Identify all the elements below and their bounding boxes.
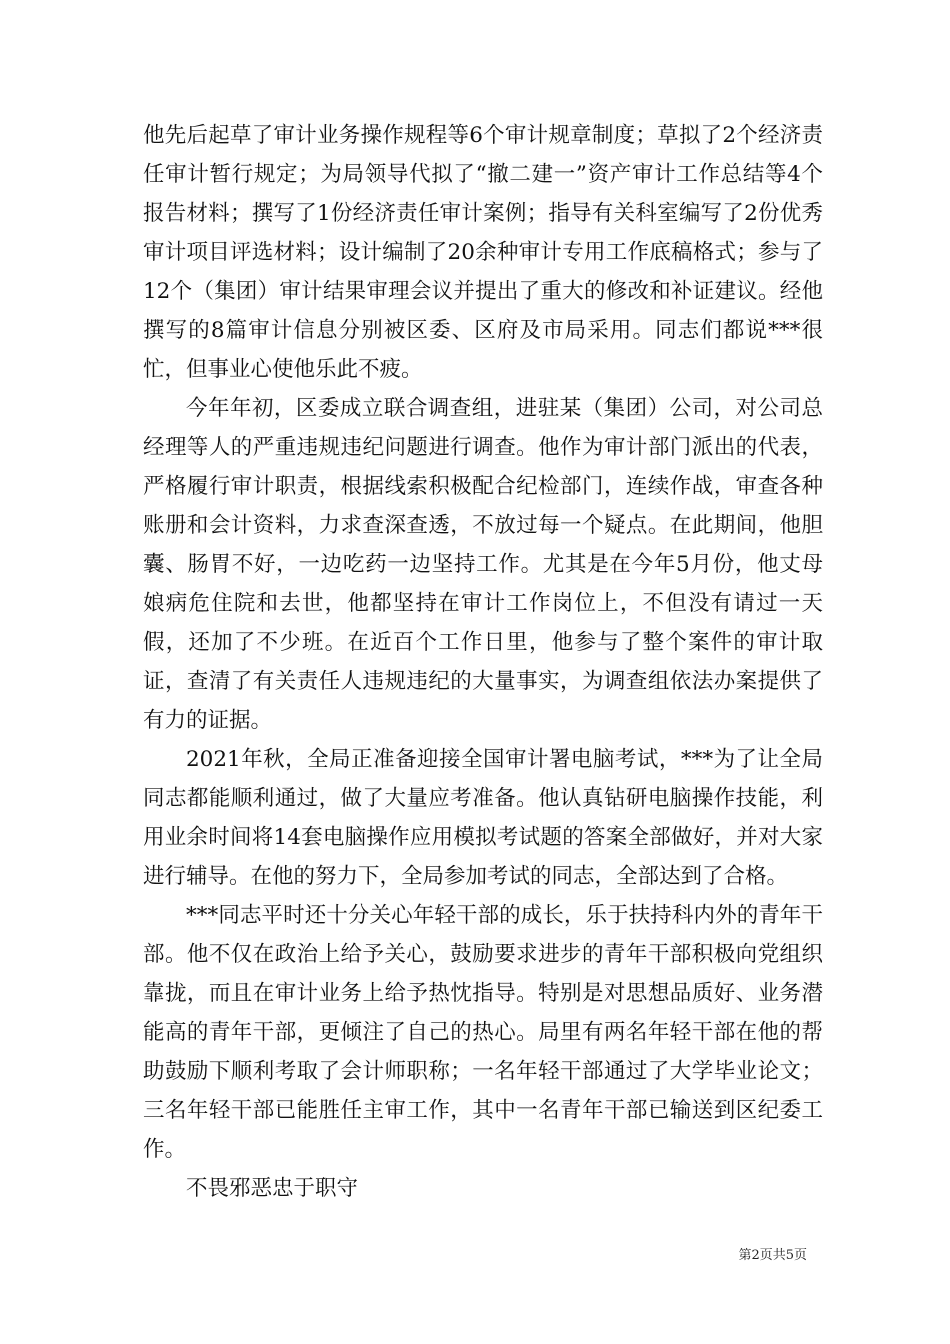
page-number-footer: 第2页共5页: [738, 1248, 807, 1263]
document-body: [143, 116, 823, 1208]
paragraph-1: 他先后起草了审计业务操作规程等6个审计规章制度；草拟了2个经济责任审计暂行规定；为局领导代拟了“撤二建一”资产审计工作总结等4个报告材料；撰写了1份经济责任审计案例；指导有关科室编写了2份优秀审计项目评选材料；设计编制了20余种审计专用工作底稿格式；参与了12个（集团）审计结果审理会议并提出了重大的修改和补证建议。经他撰写的8篇审计信息分别被区委、区府及市局采用。同志们都说***很忙，但事业心使他乐此不疲。: [143, 123, 823, 382]
paragraph-3: 2021年秋，全局正准备迎接全国审计署电脑考试，***为了让全局同志都能顺利通过，做了大量应考准备。他认真钻研电脑操作技能，利用业余时间将14套电脑操作应用模拟考试题的答案全部做好，并对大家进行辅导。在他的努力下，全局参加考试的同志，全部达到了合格。: [143, 747, 823, 889]
paragraph-4: ***同志平时还十分关心年轻干部的成长，乐于扶持科内外的青年干部。他不仅在政治上给予关心，鼓励要求进步的青年干部积极向党组织靠拢，而且在审计业务上给予热忱指导。特别是对思想品质好、业务潜能高的青年干部，更倾注了自己的热心。局里有两名年轻干部在他的帮助鼓励下顺利考取了会计师职称；一名年轻干部通过了大学毕业论文；三名年轻干部已能胜任主审工作，其中一名青年干部已输送到区纪委工作。: [143, 903, 823, 1162]
paragraph-2: 今年年初，区委成立联合调查组，进驻某（集团）公司，对公司总经理等人的严重违规违纪问题进行调查。他作为审计部门派出的代表，严格履行审计职责，根据线索积极配合纪检部门，连续作战，审查各种账册和会计资料，力求查深查透，不放过每一个疑点。在此期间，他胆囊、肠胃不好，一边吃药一边坚持工作。尤其是在今年5月份，他丈母娘病危住院和去世，他都坚持在审计工作岗位上，不但没有请过一天假，还加了不少班。在近百个工作日里，他参与了整个案件的审计取证，查清了有关责任人违规违纪的大量事实，为调查组依法办案提供了有力的证据。: [143, 396, 823, 733]
section-heading: 不畏邪恶忠于职守: [186, 1176, 359, 1201]
